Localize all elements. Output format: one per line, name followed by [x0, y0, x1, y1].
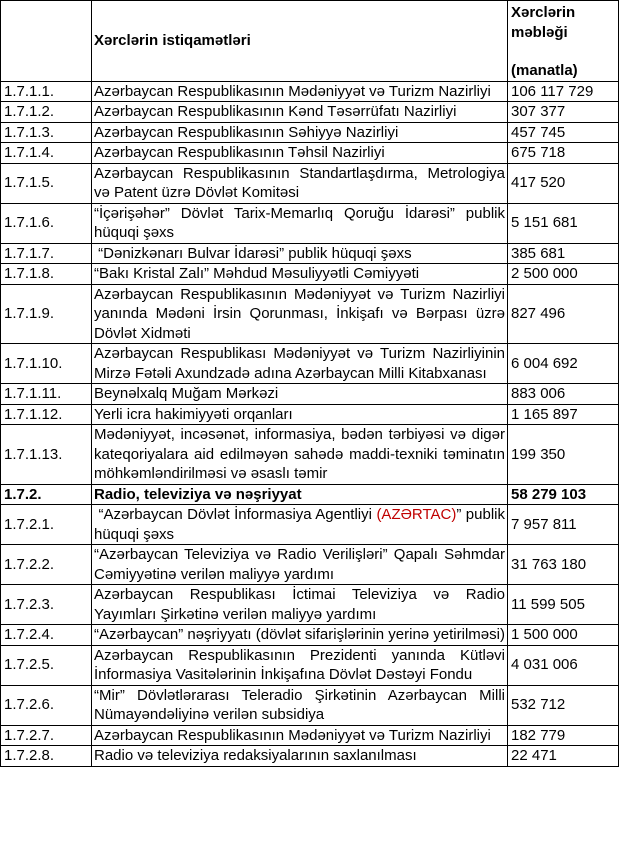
header-amount-gap: [511, 42, 616, 61]
row-desc: Azərbaycan Respublikasının Prezidenti yanında Kütləvi İnformasiya Vasitələrinin İnkişafına Dövlət Dəstəyi Fondu: [92, 645, 508, 685]
row-number: 1.7.2.1.: [1, 505, 92, 545]
header-corner-cell: [1, 1, 92, 82]
row-number: 1.7.2.6.: [1, 685, 92, 725]
row-amount: 307 377: [508, 102, 619, 123]
table-row: [1, 404, 619, 425]
row-amount: 1 165 897: [508, 404, 619, 425]
row-number: 1.7.1.5.: [1, 163, 92, 203]
row-desc: Azərbaycan Respublikasının Təhsil Nazirliyi: [92, 143, 508, 164]
row-amount: 827 496: [508, 284, 619, 344]
row-number: 1.7.1.9.: [1, 284, 92, 344]
row-desc: Azərbaycan Respublikası Mədəniyyət və Turizm Nazirliyinin Mirzə Fətəli Axundzadə adına Azərbaycan Milli Kitabxanası: [92, 344, 508, 384]
row-amount: 182 779: [508, 725, 619, 746]
row-desc: Azərbaycan Respublikasının Mədəniyyət və Turizm Nazirliyi: [92, 725, 508, 746]
row-desc: “Azərbaycan Televiziya və Radio Verilişləri” Qapalı Səhmdar Cəmiyyətinə verilən maliyyə yardımı: [92, 545, 508, 585]
row-number: 1.7.1.6.: [1, 203, 92, 243]
row-number: 1.7.2.4.: [1, 625, 92, 646]
row-desc: Azərbaycan Respublikasının Səhiyyə Nazirliyi: [92, 122, 508, 143]
desc-text-post: ” publik hüquqi şəxs: [94, 506, 505, 543]
row-number: 1.7.1.11.: [1, 384, 92, 405]
table-row: [1, 203, 619, 243]
table-row: [1, 344, 619, 384]
row-number: 1.7.1.1.: [1, 81, 92, 102]
row-desc: “Azərbaycan” nəşriyyatı (dövlət sifarişlərinin yerinə yetirilməsi): [92, 625, 508, 646]
row-amount: 1 500 000: [508, 625, 619, 646]
row-number: 1.7.1.8.: [1, 264, 92, 285]
table-row: [1, 545, 619, 585]
row-desc: Radio və televiziya redaksiyalarının saxlanılması: [92, 746, 508, 767]
table-row: [1, 746, 619, 767]
header-directions: Xərclərin istiqamətləri: [92, 1, 508, 82]
row-amount: 385 681: [508, 243, 619, 264]
row-number: 1.7.2.7.: [1, 725, 92, 746]
row-amount: 457 745: [508, 122, 619, 143]
row-number: 1.7.2.3.: [1, 585, 92, 625]
row-desc: “İçərişəhər” Dövlət Tarix-Memarlıq Qoruğu İdarəsi” publik hüquqi şəxs: [92, 203, 508, 243]
azertac-red-text: (AZƏRTAC): [376, 506, 457, 523]
row-desc: Azərbaycan Respublikası İctimai Televiziya və Radio Yayımları Şirkətinə verilən maliyyə yardımı: [92, 585, 508, 625]
row-number: 1.7.1.4.: [1, 143, 92, 164]
row-amount: 199 350: [508, 425, 619, 485]
table-row: [1, 102, 619, 123]
row-amount: 106 117 729: [508, 81, 619, 102]
header-amount-line2: (manatla): [511, 62, 578, 79]
row-amount: 11 599 505: [508, 585, 619, 625]
header-amount-line1: Xərclərin məbləği: [511, 4, 576, 41]
table-row: [1, 384, 619, 405]
row-number: 1.7.1.13.: [1, 425, 92, 485]
row-amount: 675 718: [508, 143, 619, 164]
row-amount: 532 712: [508, 685, 619, 725]
table-row: [1, 264, 619, 285]
row-desc: Radio, televiziya və nəşriyyat: [92, 484, 508, 505]
row-amount: 22 471: [508, 746, 619, 767]
row-amount: 5 151 681: [508, 203, 619, 243]
row-amount: 58 279 103: [508, 484, 619, 505]
table-row: [1, 685, 619, 725]
row-desc: “Dənizkənarı Bulvar İdarəsi” publik hüquqi şəxs: [92, 243, 508, 264]
row-amount: 31 763 180: [508, 545, 619, 585]
row-number: 1.7.1.7.: [1, 243, 92, 264]
table-row: [1, 625, 619, 646]
row-desc: [92, 505, 508, 545]
row-number: 1.7.2.: [1, 484, 92, 505]
table-row: [1, 505, 619, 545]
row-desc: Azərbaycan Respublikasının Mədəniyyət və Turizm Nazirliyi: [92, 81, 508, 102]
row-number: 1.7.1.2.: [1, 102, 92, 123]
row-number: 1.7.2.5.: [1, 645, 92, 685]
table-row-subtotal: [1, 484, 619, 505]
row-amount: 4 031 006: [508, 645, 619, 685]
table-row: [1, 243, 619, 264]
table-header-row: [1, 1, 619, 82]
row-desc: “Bakı Kristal Zalı” Məhdud Məsuliyyətli Cəmiyyəti: [92, 264, 508, 285]
row-desc: Azərbaycan Respublikasının Kənd Təsərrüfatı Nazirliyi: [92, 102, 508, 123]
row-desc: Yerli icra hakimiyyəti orqanları: [92, 404, 508, 425]
row-amount: 7 957 811: [508, 505, 619, 545]
table-row: [1, 725, 619, 746]
desc-text-pre: “Azərbaycan Dövlət İnformasiya Agentliyi: [94, 506, 377, 523]
row-amount: 883 006: [508, 384, 619, 405]
table-row: [1, 143, 619, 164]
table-row: [1, 122, 619, 143]
row-number: 1.7.1.3.: [1, 122, 92, 143]
row-amount: 417 520: [508, 163, 619, 203]
table-row: [1, 585, 619, 625]
row-number: 1.7.2.8.: [1, 746, 92, 767]
row-number: 1.7.1.10.: [1, 344, 92, 384]
table-row: [1, 284, 619, 344]
row-amount: 6 004 692: [508, 344, 619, 384]
row-desc: Azərbaycan Respublikasının Standartlaşdırma, Metrologiya və Patent üzrə Dövlət Komitəsi: [92, 163, 508, 203]
row-desc: Azərbaycan Respublikasının Mədəniyyət və Turizm Nazirliyi yanında Mədəni İrsin Qorunması, İnkişafı və Bərpası üzrə Dövlət Xidməti: [92, 284, 508, 344]
table-row: [1, 81, 619, 102]
table-row: [1, 425, 619, 485]
header-amount: [508, 1, 619, 82]
row-desc: Beynəlxalq Muğam Mərkəzi: [92, 384, 508, 405]
row-desc: Mədəniyyət, incəsənət, informasiya, bədən tərbiyəsi və digər kateqoriyalara aid edilməyən sahədə maddi-texniki təminatın möhkəmləndirilməsi və əsaslı təmir: [92, 425, 508, 485]
row-number: 1.7.2.2.: [1, 545, 92, 585]
table-row: [1, 645, 619, 685]
row-number: 1.7.1.12.: [1, 404, 92, 425]
row-desc: “Mir” Dövlətlərarası Teleradio Şirkətinin Azərbaycan Milli Nümayəndəliyinə verilən subsidiya: [92, 685, 508, 725]
row-amount: 2 500 000: [508, 264, 619, 285]
table-row: [1, 163, 619, 203]
